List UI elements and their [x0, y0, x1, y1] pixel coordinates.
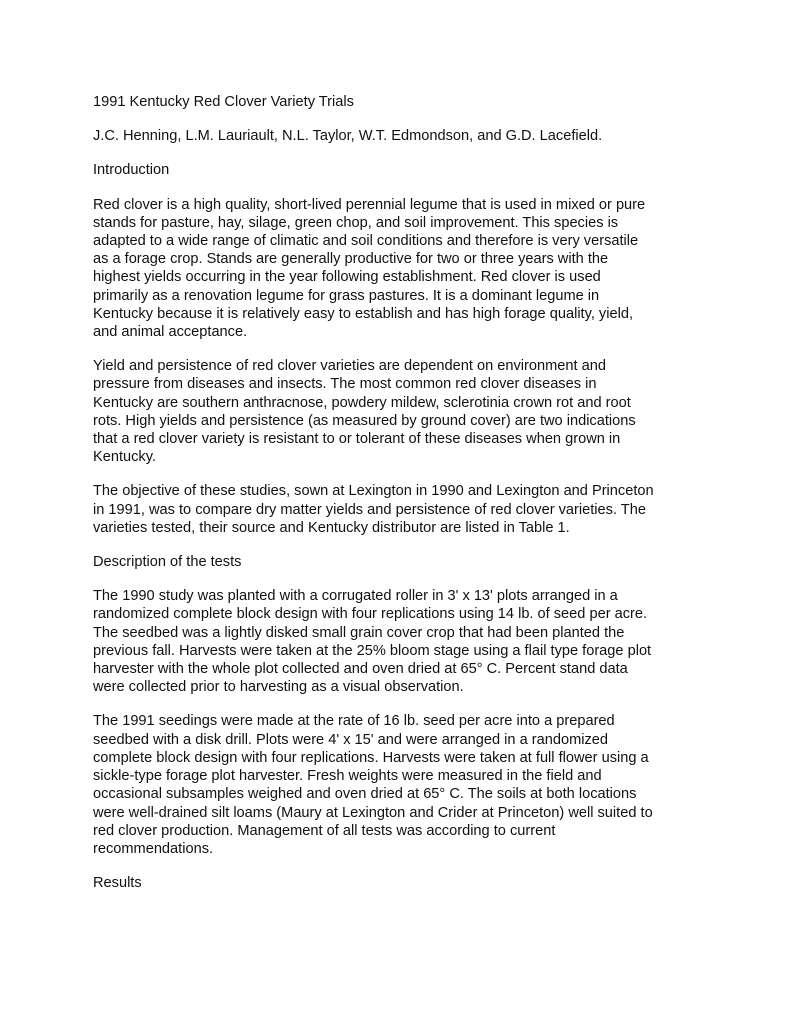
paragraph-line: rots. High yields and persistence (as measured by ground cover) are two indications	[93, 412, 636, 429]
paragraph-line: as a forage crop. Stands are generally productive for two or three years with the	[93, 251, 609, 268]
introduction-heading	[93, 161, 713, 179]
paragraph-line: pressure from diseases and insects. The most common red clover diseases in	[93, 376, 597, 393]
title-text: 1991 Kentucky Red Clover Variety Trials	[93, 94, 354, 110]
paragraph-line: randomized complete block design with four replications using 14 lb. of seed per acre.	[93, 606, 648, 623]
results-heading	[93, 874, 713, 892]
paragraph-line: seedbed with a disk drill. Plots were 4' x 15' and were arranged in a randomized	[93, 731, 609, 748]
paragraph-line: in 1991, was to compare dry matter yields and persistence of red clover varieties. The	[93, 501, 646, 518]
paragraph-line: varieties tested, their source and Kentucky distributor are listed in Table 1.	[93, 519, 570, 536]
paragraph-line: The 1991 seedings were made at the rate of 16 lb. seed per acre into a prepared	[93, 713, 615, 730]
paragraph-line: highest yields occurring in the year following establishment. Red clover is used	[93, 269, 601, 286]
author-list	[93, 127, 713, 145]
paragraph-line: Kentucky are southern anthracnose, powdery mildew, sclerotinia crown rot and root	[93, 394, 631, 411]
paragraph-line: red clover production. Management of all tests was according to current	[93, 822, 556, 839]
paragraph-line: The seedbed was a lightly disked small grain cover crop that had been planted the	[93, 624, 625, 641]
paragraph-line: Yield and persistence of red clover varieties are dependent on environment and	[93, 358, 606, 375]
paragraph-line: complete block design with four replications. Harvests were taken at full flower using a	[93, 749, 649, 766]
description-heading	[93, 553, 713, 571]
paragraph-line: Red clover is a high quality, short-lived perennial legume that is used in mixed or pure	[93, 196, 646, 213]
paragraph-line: The objective of these studies, sown at Lexington in 1990 and Lexington and Princeton	[93, 483, 654, 500]
paragraph-line: occasional subsamples weighed and oven dried at 65° C. The soils at both locations	[93, 786, 637, 803]
introduction-paragraph-3	[93, 482, 713, 537]
paragraph-line: harvester with the whole plot collected and oven dried at 65° C. Percent stand data	[93, 661, 628, 678]
paragraph-line: recommendations.	[93, 840, 214, 857]
paragraph-line: previous fall. Harvests were taken at the 25% bloom stage using a flail type forage plot	[93, 642, 652, 659]
paragraph-line: Kentucky because it is relatively easy to establish and has high forage quality, yield,	[93, 305, 634, 322]
section-heading-text: Introduction	[93, 162, 170, 179]
paragraph-line: were well-drained silt loams (Maury at Lexington and Crider at Princeton) well suited to	[93, 804, 653, 821]
description-paragraph-1	[93, 587, 713, 696]
paragraph-line: were collected prior to harvesting as a visual observation.	[93, 679, 464, 696]
paragraph-line: primarily as a renovation legume for grass pastures. It is a dominant legume in	[93, 287, 600, 304]
document-page	[93, 93, 713, 908]
introduction-paragraph-1	[93, 196, 713, 342]
paragraph-line: Kentucky.	[93, 449, 156, 466]
paragraph-line: sickle-type forage plot harvester. Fresh weights were measured in the field and	[93, 768, 602, 785]
section-heading-text: Description of the tests	[93, 554, 242, 571]
document-title	[93, 93, 713, 111]
description-paragraph-2	[93, 712, 713, 858]
section-heading-text: Results	[93, 875, 142, 892]
paragraph-line: that a red clover variety is resistant to or tolerant of these diseases when grown in	[93, 431, 621, 448]
authors-text: J.C. Henning, L.M. Lauriault, N.L. Taylor, W.T. Edmondson, and G.D. Lacefield.	[93, 128, 603, 145]
paragraph-line: adapted to a wide range of climatic and soil conditions and therefore is very versatile	[93, 233, 639, 250]
paragraph-line: and animal acceptance.	[93, 324, 248, 341]
paragraph-line: stands for pasture, hay, silage, green chop, and soil improvement. This species is	[93, 214, 619, 231]
paragraph-line: The 1990 study was planted with a corrugated roller in 3' x 13' plots arranged in a	[93, 588, 618, 605]
introduction-paragraph-2	[93, 357, 713, 466]
